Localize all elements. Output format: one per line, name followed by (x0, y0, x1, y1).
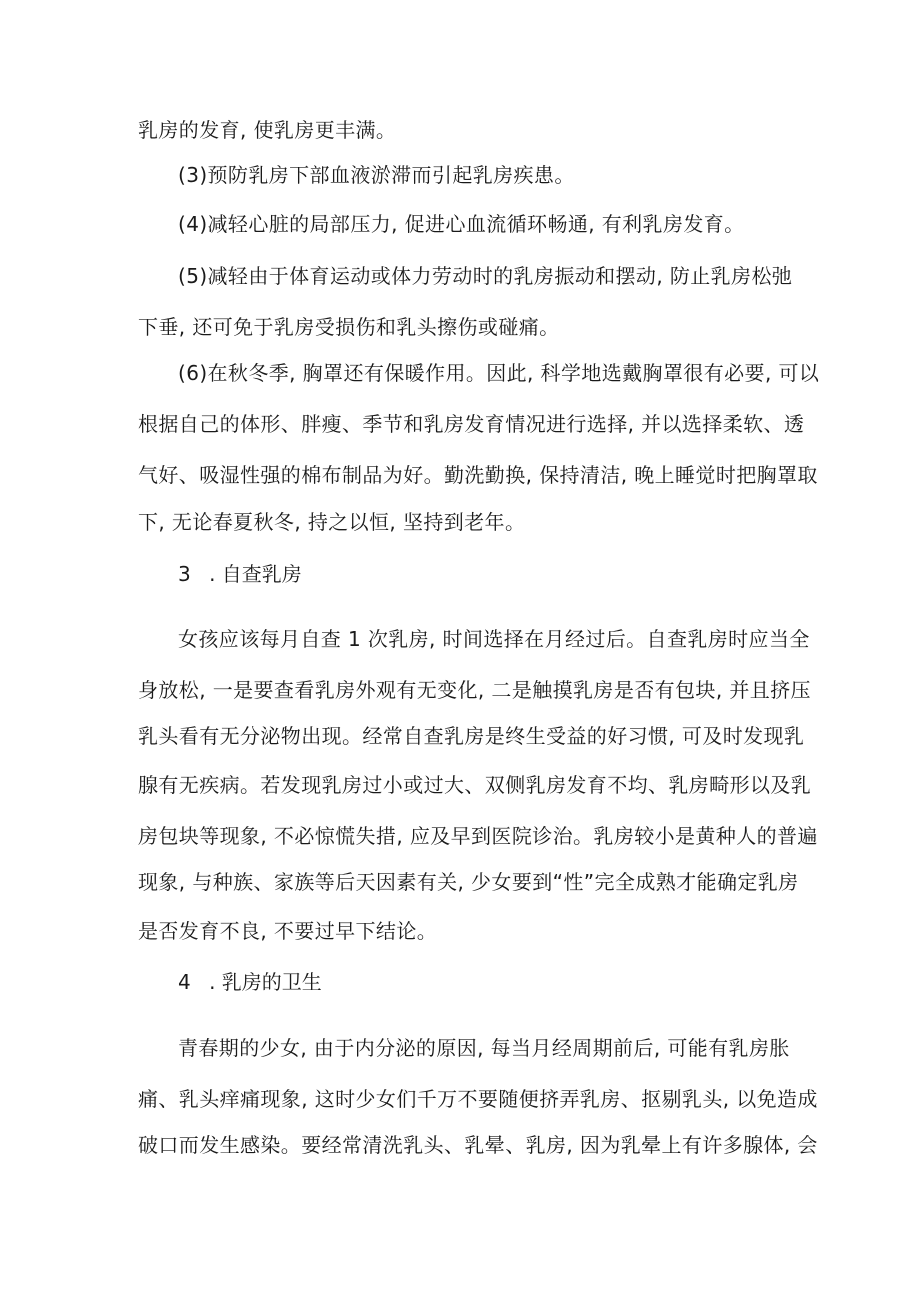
section-3-line-4: 腺有无疾病。若发现乳房过小或过大、双侧乳房发育不均、乳房畸形以及乳 (138, 773, 812, 797)
list-item-6-line-3: 气好、吸湿性强的棉布制品为好。勤洗勤换, 保持清洁, 晚上睡觉时把胸罩取 (138, 463, 818, 487)
section-3-line-7: 是否发育不良, 不要过早下结论。 (138, 919, 438, 943)
section-4-line-3: 破口而发生感染。要经常清洗乳头、乳晕、乳房, 因为乳晕上有许多腺体, 会 (138, 1133, 818, 1157)
paragraph-line: 乳房的发育, 使乳房更丰满。 (138, 118, 397, 142)
section-number: 3 (178, 562, 191, 586)
list-item-6-line-1: (6)在秋冬季, 胸罩还有保暖作用。因此, 科学地选戴胸罩很有必要, 可以 (178, 361, 820, 385)
section-4-line-1: 青春期的少女, 由于内分泌的原因, 每当月经周期前后, 可能有乳房胀 (178, 1036, 790, 1060)
list-item-6-line-2: 根据自己的体形、胖瘦、季节和乳房发育情况进行选择, 并以选择柔软、透 (138, 412, 805, 436)
section-3-line-2: 身放松, 一是要查看乳房外观有无变化, 二是触摸乳房是否有包块, 并且挤压 (138, 678, 811, 702)
section-title: . 乳房的卫生 (209, 970, 322, 994)
section-3-heading (178, 560, 302, 588)
section-3-line-6: 现象, 与种族、家族等后天因素有关, 少女要到“性”完全成熟才能确定乳房 (138, 870, 799, 894)
section-4-heading (178, 968, 322, 996)
section-3-line-3: 乳头看有无分泌物出现。经常自查乳房是终生受益的好习惯, 可及时发现乳 (138, 724, 805, 748)
section-title: . 自查乳房 (209, 562, 302, 586)
section-3-line-5: 房包块等现象, 不必惊慌失措, 应及早到医院诊治。乳房较小是黄种人的普遍 (138, 824, 818, 848)
list-item-3: (3)预防乳房下部血液淤滞而引起乳房疾患。 (178, 163, 575, 187)
list-item-6-line-4: 下, 无论春夏秋冬, 持之以恒, 坚持到老年。 (138, 510, 526, 534)
list-item-4: (4)减轻心脏的局部压力, 促进心血流循环畅通, 有利乳房发育。 (178, 212, 745, 236)
section-3-line-1: 女孩应该每月自查 1 次乳房, 时间选择在月经过后。自查乳房时应当全 (178, 627, 810, 651)
section-number: 4 (178, 970, 191, 994)
list-item-5-line-2: 下垂, 还可免于乳房受损伤和乳头擦伤或碰痛。 (138, 315, 560, 339)
list-item-5-line-1: (5)减轻由于体育运动或体力劳动时的乳房振动和摆动, 防止乳房松弛 (178, 264, 793, 288)
section-4-line-2: 痛、乳头痒痛现象, 这时少女们千万不要随便挤弄乳房、抠剔乳头, 以免造成 (138, 1087, 818, 1111)
